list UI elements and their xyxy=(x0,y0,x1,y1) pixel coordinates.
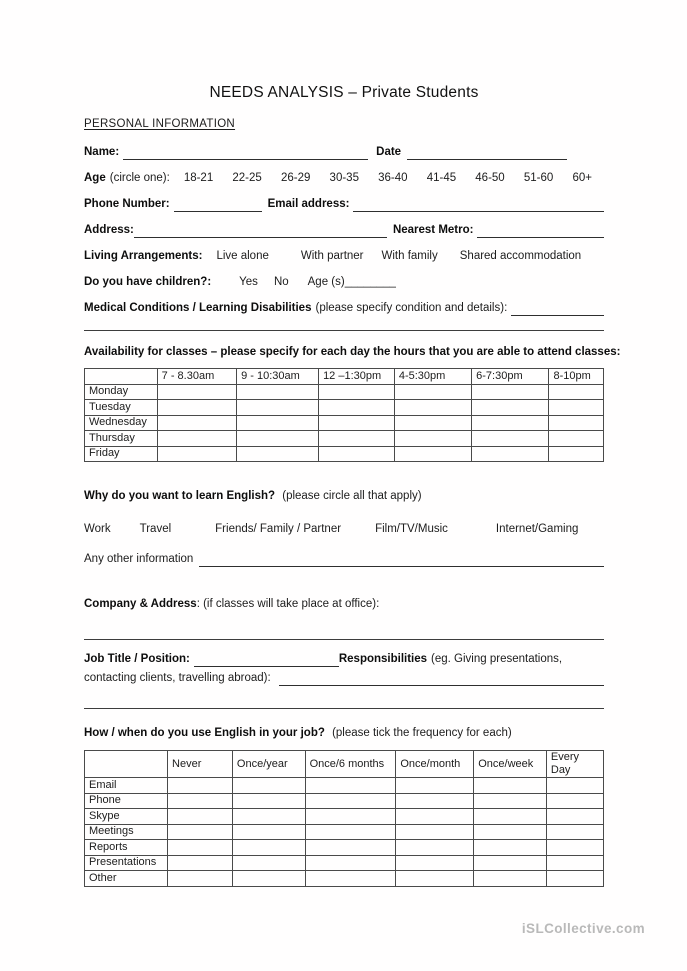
availability-cell xyxy=(237,415,319,431)
usage-cell xyxy=(546,778,603,794)
usage-row xyxy=(85,793,604,809)
age-row xyxy=(84,171,604,186)
reason-option: Friends/ Family / Partner xyxy=(215,523,342,535)
usage-cell xyxy=(168,809,233,825)
usage-cell xyxy=(168,840,233,856)
responsibilities-cont-row xyxy=(84,671,604,686)
availability-day-row xyxy=(85,415,604,431)
age-option: 36-40 xyxy=(378,172,408,184)
day-label: Thursday xyxy=(85,431,158,447)
metro-blank-line xyxy=(477,224,604,238)
responsibilities-hint: (eg. Giving presentations, xyxy=(431,653,563,665)
usage-row-label: Phone xyxy=(85,793,168,809)
children-row xyxy=(84,275,604,290)
living-arrangements-row xyxy=(84,249,604,264)
date-label: Date xyxy=(376,146,402,158)
usage-cell xyxy=(232,840,305,856)
age-option: 26-29 xyxy=(280,172,311,184)
children-option-yes: Yes xyxy=(239,276,258,288)
name-blank-line xyxy=(123,146,368,160)
usage-cell xyxy=(474,840,547,856)
usage-cell xyxy=(168,871,233,887)
usage-cell xyxy=(232,778,305,794)
age-option: 41-45 xyxy=(426,172,457,184)
medical-continuation-line xyxy=(84,330,604,331)
usage-cell xyxy=(396,778,474,794)
availability-cell xyxy=(319,446,395,462)
day-label: Monday xyxy=(85,384,158,400)
responsibilities-continuation-line xyxy=(84,708,604,709)
usage-row xyxy=(85,840,604,856)
availability-day-row xyxy=(85,400,604,416)
address-label: Address: xyxy=(84,224,134,236)
living-option: With partner xyxy=(300,250,364,262)
living-option: Shared accommodation xyxy=(459,250,582,262)
availability-day-row xyxy=(85,431,604,447)
usage-heading-hint: (please tick the frequency for each) xyxy=(332,727,512,739)
date-blank-line xyxy=(407,146,567,160)
phone-email-row xyxy=(84,197,604,212)
age-options xyxy=(170,171,604,186)
usage-cell xyxy=(305,871,396,887)
availability-cell xyxy=(319,384,395,400)
islcollective-watermark: iSLCollective.com xyxy=(521,921,645,936)
usage-col-header: Once/year xyxy=(232,751,305,778)
usage-heading-label: How / when do you use English in your job? xyxy=(84,727,325,739)
availability-cell xyxy=(472,446,549,462)
address-row xyxy=(84,223,604,238)
availability-cell xyxy=(319,415,395,431)
availability-col-header: 7 - 8.30am xyxy=(157,369,236,385)
usage-row xyxy=(85,809,604,825)
other-information-blank-line xyxy=(199,553,604,567)
availability-col-header: 6-7:30pm xyxy=(472,369,549,385)
email-label: Email address: xyxy=(267,198,350,210)
usage-row xyxy=(85,778,604,794)
job-title-blank-line xyxy=(194,653,339,667)
usage-cell xyxy=(168,824,233,840)
availability-cell xyxy=(237,400,319,416)
company-heading xyxy=(84,597,604,612)
usage-cell xyxy=(232,855,305,871)
age-option: 51-60 xyxy=(523,172,554,184)
age-option: 30-35 xyxy=(329,172,359,184)
usage-col-header: Never xyxy=(168,751,233,778)
age-option: 60+ xyxy=(572,172,592,184)
availability-cell xyxy=(394,446,471,462)
usage-col-header: Once/month xyxy=(396,751,474,778)
availability-cell xyxy=(237,384,319,400)
company-label: Company & Address xyxy=(84,598,197,610)
usage-row-label: Email xyxy=(85,778,168,794)
availability-col-header: 9 - 10:30am xyxy=(237,369,319,385)
availability-cell xyxy=(319,431,395,447)
usage-row xyxy=(85,871,604,887)
job-title-label: Job Title / Position: xyxy=(84,653,190,665)
usage-cell xyxy=(546,855,603,871)
reasons-heading-hint: (please circle all that apply) xyxy=(282,490,422,502)
usage-cell xyxy=(305,840,396,856)
usage-header-row xyxy=(85,751,604,778)
usage-cell xyxy=(168,793,233,809)
availability-cell xyxy=(472,431,549,447)
usage-cell xyxy=(396,809,474,825)
usage-row-label: Other xyxy=(85,871,168,887)
age-hint: (circle one): xyxy=(109,172,170,184)
reasons-options-row xyxy=(84,522,604,537)
usage-col-header: Every Day xyxy=(546,751,603,778)
name-date-row xyxy=(84,145,604,160)
children-option-no: No xyxy=(273,276,289,288)
medical-hint: (please specify condition and details): xyxy=(315,302,508,314)
usage-row xyxy=(85,824,604,840)
usage-row-label: Meetings xyxy=(85,824,168,840)
usage-cell xyxy=(232,793,305,809)
availability-table xyxy=(84,368,604,462)
availability-day-row xyxy=(85,446,604,462)
usage-cell xyxy=(474,793,547,809)
other-information-row xyxy=(84,552,604,567)
availability-heading: Availability for classes – please specify for each day the hours that you are able to attend classes: xyxy=(84,346,621,358)
usage-col-header: Once/week xyxy=(474,751,547,778)
availability-cell xyxy=(157,384,236,400)
day-label: Tuesday xyxy=(85,400,158,416)
phone-blank-line xyxy=(174,198,262,212)
usage-row xyxy=(85,855,604,871)
usage-cell xyxy=(305,793,396,809)
availability-cell xyxy=(472,384,549,400)
reason-option: Work xyxy=(84,523,111,535)
usage-row-label: Skype xyxy=(85,809,168,825)
living-option: With family xyxy=(381,250,438,262)
availability-cell xyxy=(157,415,236,431)
availability-cell xyxy=(394,431,471,447)
usage-cell xyxy=(305,778,396,794)
day-label: Wednesday xyxy=(85,415,158,431)
children-label: Do you have children?: xyxy=(84,276,212,288)
usage-cell xyxy=(168,855,233,871)
usage-cell xyxy=(396,871,474,887)
page-title: NEEDS ANALYSIS – Private Students xyxy=(209,84,479,101)
responsibilities-blank-line xyxy=(279,672,604,686)
usage-col-header: Once/6 months xyxy=(305,751,396,778)
job-title-row xyxy=(84,652,604,667)
availability-cell xyxy=(237,446,319,462)
living-option: Live alone xyxy=(216,250,269,262)
age-option: 22-25 xyxy=(232,172,262,184)
company-hint: : (if classes will take place at office): xyxy=(196,598,380,610)
usage-cell xyxy=(474,824,547,840)
usage-cell xyxy=(474,778,547,794)
usage-cell xyxy=(546,793,603,809)
other-information-label: Any other information xyxy=(84,553,194,565)
age-option: 46-50 xyxy=(475,172,505,184)
usage-row-label: Presentations xyxy=(85,855,168,871)
availability-col-header: 4-5:30pm xyxy=(394,369,471,385)
availability-cell xyxy=(157,431,236,447)
availability-col-header: 8-10pm xyxy=(549,369,604,385)
availability-cell xyxy=(157,446,236,462)
usage-cell xyxy=(396,824,474,840)
usage-cell xyxy=(232,871,305,887)
availability-cell xyxy=(394,384,471,400)
reason-option: Film/TV/Music xyxy=(375,523,448,535)
age-option: 18-21 xyxy=(183,172,214,184)
reasons-heading-label: Why do you want to learn English? xyxy=(84,490,276,502)
availability-day-row xyxy=(85,384,604,400)
usage-cell xyxy=(232,824,305,840)
medical-blank-line xyxy=(511,302,604,316)
usage-cell xyxy=(232,809,305,825)
day-label: Friday xyxy=(85,446,158,462)
usage-cell xyxy=(546,840,603,856)
medical-label: Medical Conditions / Learning Disabilities xyxy=(84,302,312,314)
reasons-heading xyxy=(84,489,604,504)
responsibilities-cont-label: contacting clients, travelling abroad): xyxy=(84,672,271,684)
usage-cell xyxy=(396,793,474,809)
email-blank-line xyxy=(353,198,604,212)
availability-cell xyxy=(549,384,604,400)
personal-information-heading: PERSONAL INFORMATION xyxy=(84,118,236,130)
company-blank-line xyxy=(84,639,604,640)
availability-cell xyxy=(319,400,395,416)
usage-cell xyxy=(305,855,396,871)
usage-cell xyxy=(474,855,547,871)
usage-cell xyxy=(396,855,474,871)
usage-heading xyxy=(84,726,604,741)
usage-cell xyxy=(546,871,603,887)
availability-cell xyxy=(549,431,604,447)
availability-cell xyxy=(237,431,319,447)
usage-cell xyxy=(305,809,396,825)
usage-cell xyxy=(474,871,547,887)
availability-cell xyxy=(549,415,604,431)
availability-corner-cell xyxy=(85,369,158,385)
availability-cell xyxy=(472,400,549,416)
responsibilities-label: Responsibilities xyxy=(338,653,428,665)
usage-cell xyxy=(546,824,603,840)
availability-cell xyxy=(472,415,549,431)
availability-col-header: 12 –1:30pm xyxy=(319,369,395,385)
availability-header-row xyxy=(85,369,604,385)
reason-option: Internet/Gaming xyxy=(495,523,579,535)
usage-cell xyxy=(305,824,396,840)
usage-row-label: Reports xyxy=(85,840,168,856)
reason-option: Travel xyxy=(139,523,172,535)
availability-cell xyxy=(157,400,236,416)
living-arrangements-label: Living Arrangements: xyxy=(84,250,203,262)
availability-cell xyxy=(549,446,604,462)
usage-cell xyxy=(474,809,547,825)
usage-cell xyxy=(396,840,474,856)
availability-cell xyxy=(394,415,471,431)
availability-cell xyxy=(549,400,604,416)
age-label: Age xyxy=(84,172,106,184)
usage-cell xyxy=(546,809,603,825)
usage-cell xyxy=(168,778,233,794)
name-label: Name: xyxy=(84,146,120,158)
address-blank-line xyxy=(134,224,387,238)
usage-corner-cell xyxy=(85,751,168,778)
nearest-metro-label: Nearest Metro: xyxy=(392,224,474,236)
phone-label: Phone Number: xyxy=(84,198,170,210)
children-age-label: Age (s)________ xyxy=(307,276,396,288)
availability-cell xyxy=(394,400,471,416)
usage-table xyxy=(84,750,604,887)
medical-row xyxy=(84,301,604,316)
